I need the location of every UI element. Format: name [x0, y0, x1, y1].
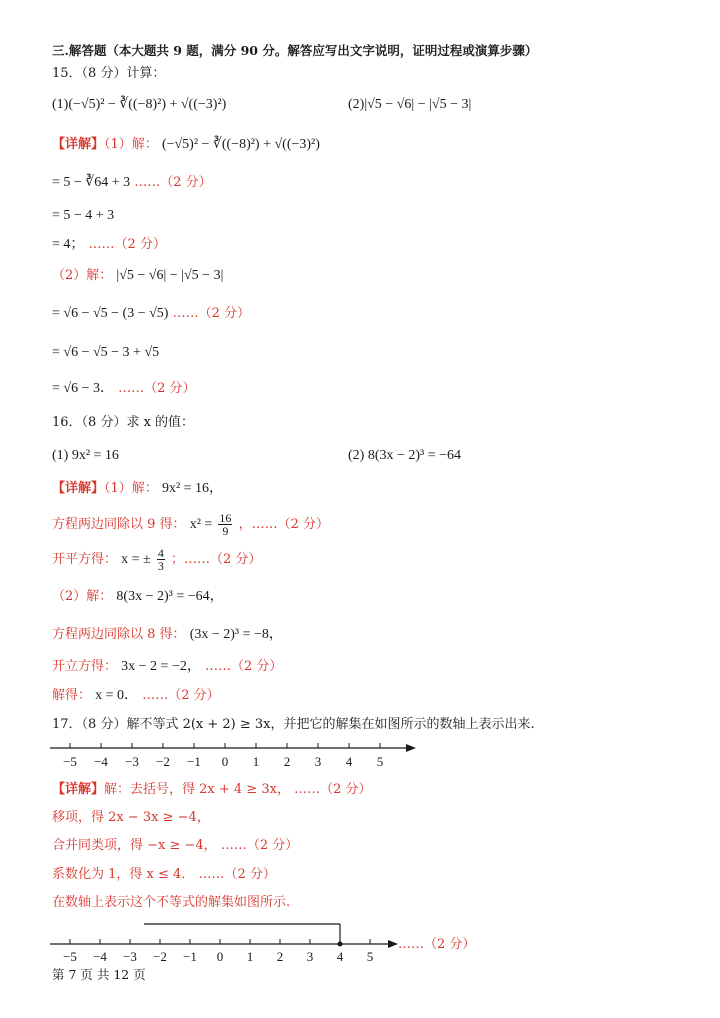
- q16-s4-note: ……（2 分）: [204, 659, 283, 674]
- axis-tick-label: 1: [246, 949, 254, 964]
- axis-tick-label: −3: [123, 949, 137, 964]
- q17-s1: 解：去括号，得 2x + 4 ≥ 3x，: [104, 782, 290, 797]
- q16-s1-lhs: x² =: [189, 517, 213, 532]
- axis-tick-label: 3: [314, 754, 322, 769]
- q16-s1-note: ，……（2 分）: [238, 517, 329, 532]
- axis-tick-label: 4: [336, 949, 344, 964]
- q15-step5: = √6 − √5 − 3 + √5: [52, 345, 160, 360]
- q17-s4: 系数化为 1，得 x ≤ 4．: [52, 867, 195, 882]
- q15-step4-note: ……（2 分）: [172, 306, 251, 321]
- axis-tick-label: −4: [93, 949, 107, 964]
- number-line-answer: [44, 918, 406, 968]
- q16-s2-text: 开平方得：: [52, 552, 118, 567]
- axis-tick-label: 5: [376, 754, 384, 769]
- q16-s1-text: 方程两边同除以 9 得：: [52, 517, 186, 532]
- axis-tick-label: 1: [252, 754, 260, 769]
- axis-tick-label: 0: [216, 949, 224, 964]
- q17-solution-tag: 【详解】: [52, 782, 105, 797]
- q17-s3: 合并同类项，得 −x ≥ −4，: [52, 838, 217, 853]
- q15-step3-note: ……（2 分）: [88, 237, 166, 252]
- axis-tick-label: 3: [306, 949, 314, 964]
- q16-sol1-intro: （1）解：: [104, 481, 158, 496]
- axis-tick-label: −1: [187, 754, 201, 769]
- q17-s4-note: ……（2 分）: [198, 867, 276, 882]
- q15-sol1-intro: （1）解：: [104, 137, 158, 152]
- q15-part1: (1)(−√5)² − ∛((−8)²) + √((−3)²): [52, 97, 227, 112]
- q16-s1-fraction: [218, 512, 232, 537]
- q16-sol2-expr: 8(3x − 2)³ = −64，: [116, 589, 224, 604]
- q15-step3: = 4；: [52, 237, 85, 252]
- q16-s1-numerator: 16: [219, 511, 232, 525]
- q15-header: 15．（8 分）计算：: [52, 66, 166, 81]
- axis-arrow-icon: [406, 744, 416, 752]
- q16-header: 16．（8 分）求 x 的值：: [52, 415, 195, 430]
- axis-tick-label: 0: [221, 754, 229, 769]
- q15-step1: = 5 − ∛64 + 3: [52, 175, 131, 190]
- q16-s5-text: 解得：: [52, 688, 92, 703]
- q17-axis2-note: ……（2 分）: [398, 937, 476, 952]
- q15-step6: = √6 − 3．: [52, 381, 114, 396]
- q15-part2: (2)|√5 − √6| − |√5 − 3|: [348, 97, 472, 112]
- q15-sol2-intro: （2）解：: [52, 268, 113, 283]
- q16-solution-tag: 【详解】: [52, 481, 105, 496]
- q16-s4-text: 开立方得：: [52, 659, 118, 674]
- q16-part2: (2) 8(3x − 2)³ = −64: [348, 448, 462, 463]
- q16-sol2-intro: （2）解：: [52, 589, 113, 604]
- q15-step2: = 5 − 4 + 3: [52, 208, 115, 223]
- q16-s2-fraction: [157, 547, 165, 572]
- q16-s2-numerator: 4: [157, 546, 164, 560]
- q17-s1-note: ……（2 分）: [294, 782, 372, 797]
- q17-s2: 移项，得 2x − 3x ≥ −4，: [52, 810, 210, 825]
- q16-part1: (1) 9x² = 16: [52, 448, 119, 463]
- axis-tick-label: 5: [366, 949, 374, 964]
- q15-solution-tag: 【详解】: [52, 137, 105, 152]
- axis-tick-label: −5: [63, 949, 77, 964]
- axis-tick-label: −1: [183, 949, 197, 964]
- section-title: 三.解答题（本大题共 9 题，满分 90 分。解答应写出文字说明，证明过程或演算步骤）: [52, 43, 538, 58]
- number-line-question: [44, 736, 424, 772]
- q16-s3-expr: (3x − 2)³ = −8，: [189, 627, 283, 642]
- axis-tick-label: −2: [153, 949, 167, 964]
- axis-tick-label: −5: [63, 754, 77, 769]
- q16-s3-text: 方程两边同除以 8 得：: [52, 627, 186, 642]
- axis-tick-label: −4: [94, 754, 108, 769]
- q16-s4-expr: 3x − 2 = −2，: [121, 659, 201, 674]
- q15-step6-note: ……（2 分）: [118, 381, 196, 396]
- q16-sol1-expr: 9x² = 16，: [161, 481, 224, 496]
- q16-s2-lhs: x = ±: [121, 552, 151, 567]
- axis-tick-label: −2: [156, 754, 170, 769]
- q15-sol2-expr: |√5 − √6| − |√5 − 3|: [116, 268, 224, 283]
- q16-s2-denominator: 3: [157, 559, 164, 573]
- q17-s3-note: ……（2 分）: [220, 838, 299, 853]
- q16-s1-denominator: 9: [222, 524, 229, 538]
- q16-s5-note: ……（2 分）: [142, 688, 220, 703]
- axis-arrow-icon: [388, 940, 398, 948]
- q17-s5: 在数轴上表示这个不等式的解集如图所示.: [52, 895, 291, 910]
- axis-tick-label: −3: [125, 754, 139, 769]
- q16-s5-expr: x = 0．: [95, 688, 139, 703]
- axis-tick-label: 2: [283, 754, 291, 769]
- q15-sol1-expr: (−√5)² − ∛((−8)²) + √((−3)²): [161, 137, 320, 152]
- q16-s2-note: ；……（2 分）: [171, 552, 262, 567]
- q17-header: 17．（8 分）解不等式 2(x + 2) ≥ 3x，并把它的解集在如图所示的数轴上表示出来.: [52, 717, 535, 732]
- q15-step4: = √6 − √5 − (3 − √5): [52, 306, 169, 321]
- axis-tick-label: 2: [276, 949, 284, 964]
- axis-tick-label: 4: [345, 754, 353, 769]
- q15-step1-note: ……（2 分）: [134, 175, 212, 190]
- page-footer: 第 7 页 共 12 页: [52, 967, 146, 982]
